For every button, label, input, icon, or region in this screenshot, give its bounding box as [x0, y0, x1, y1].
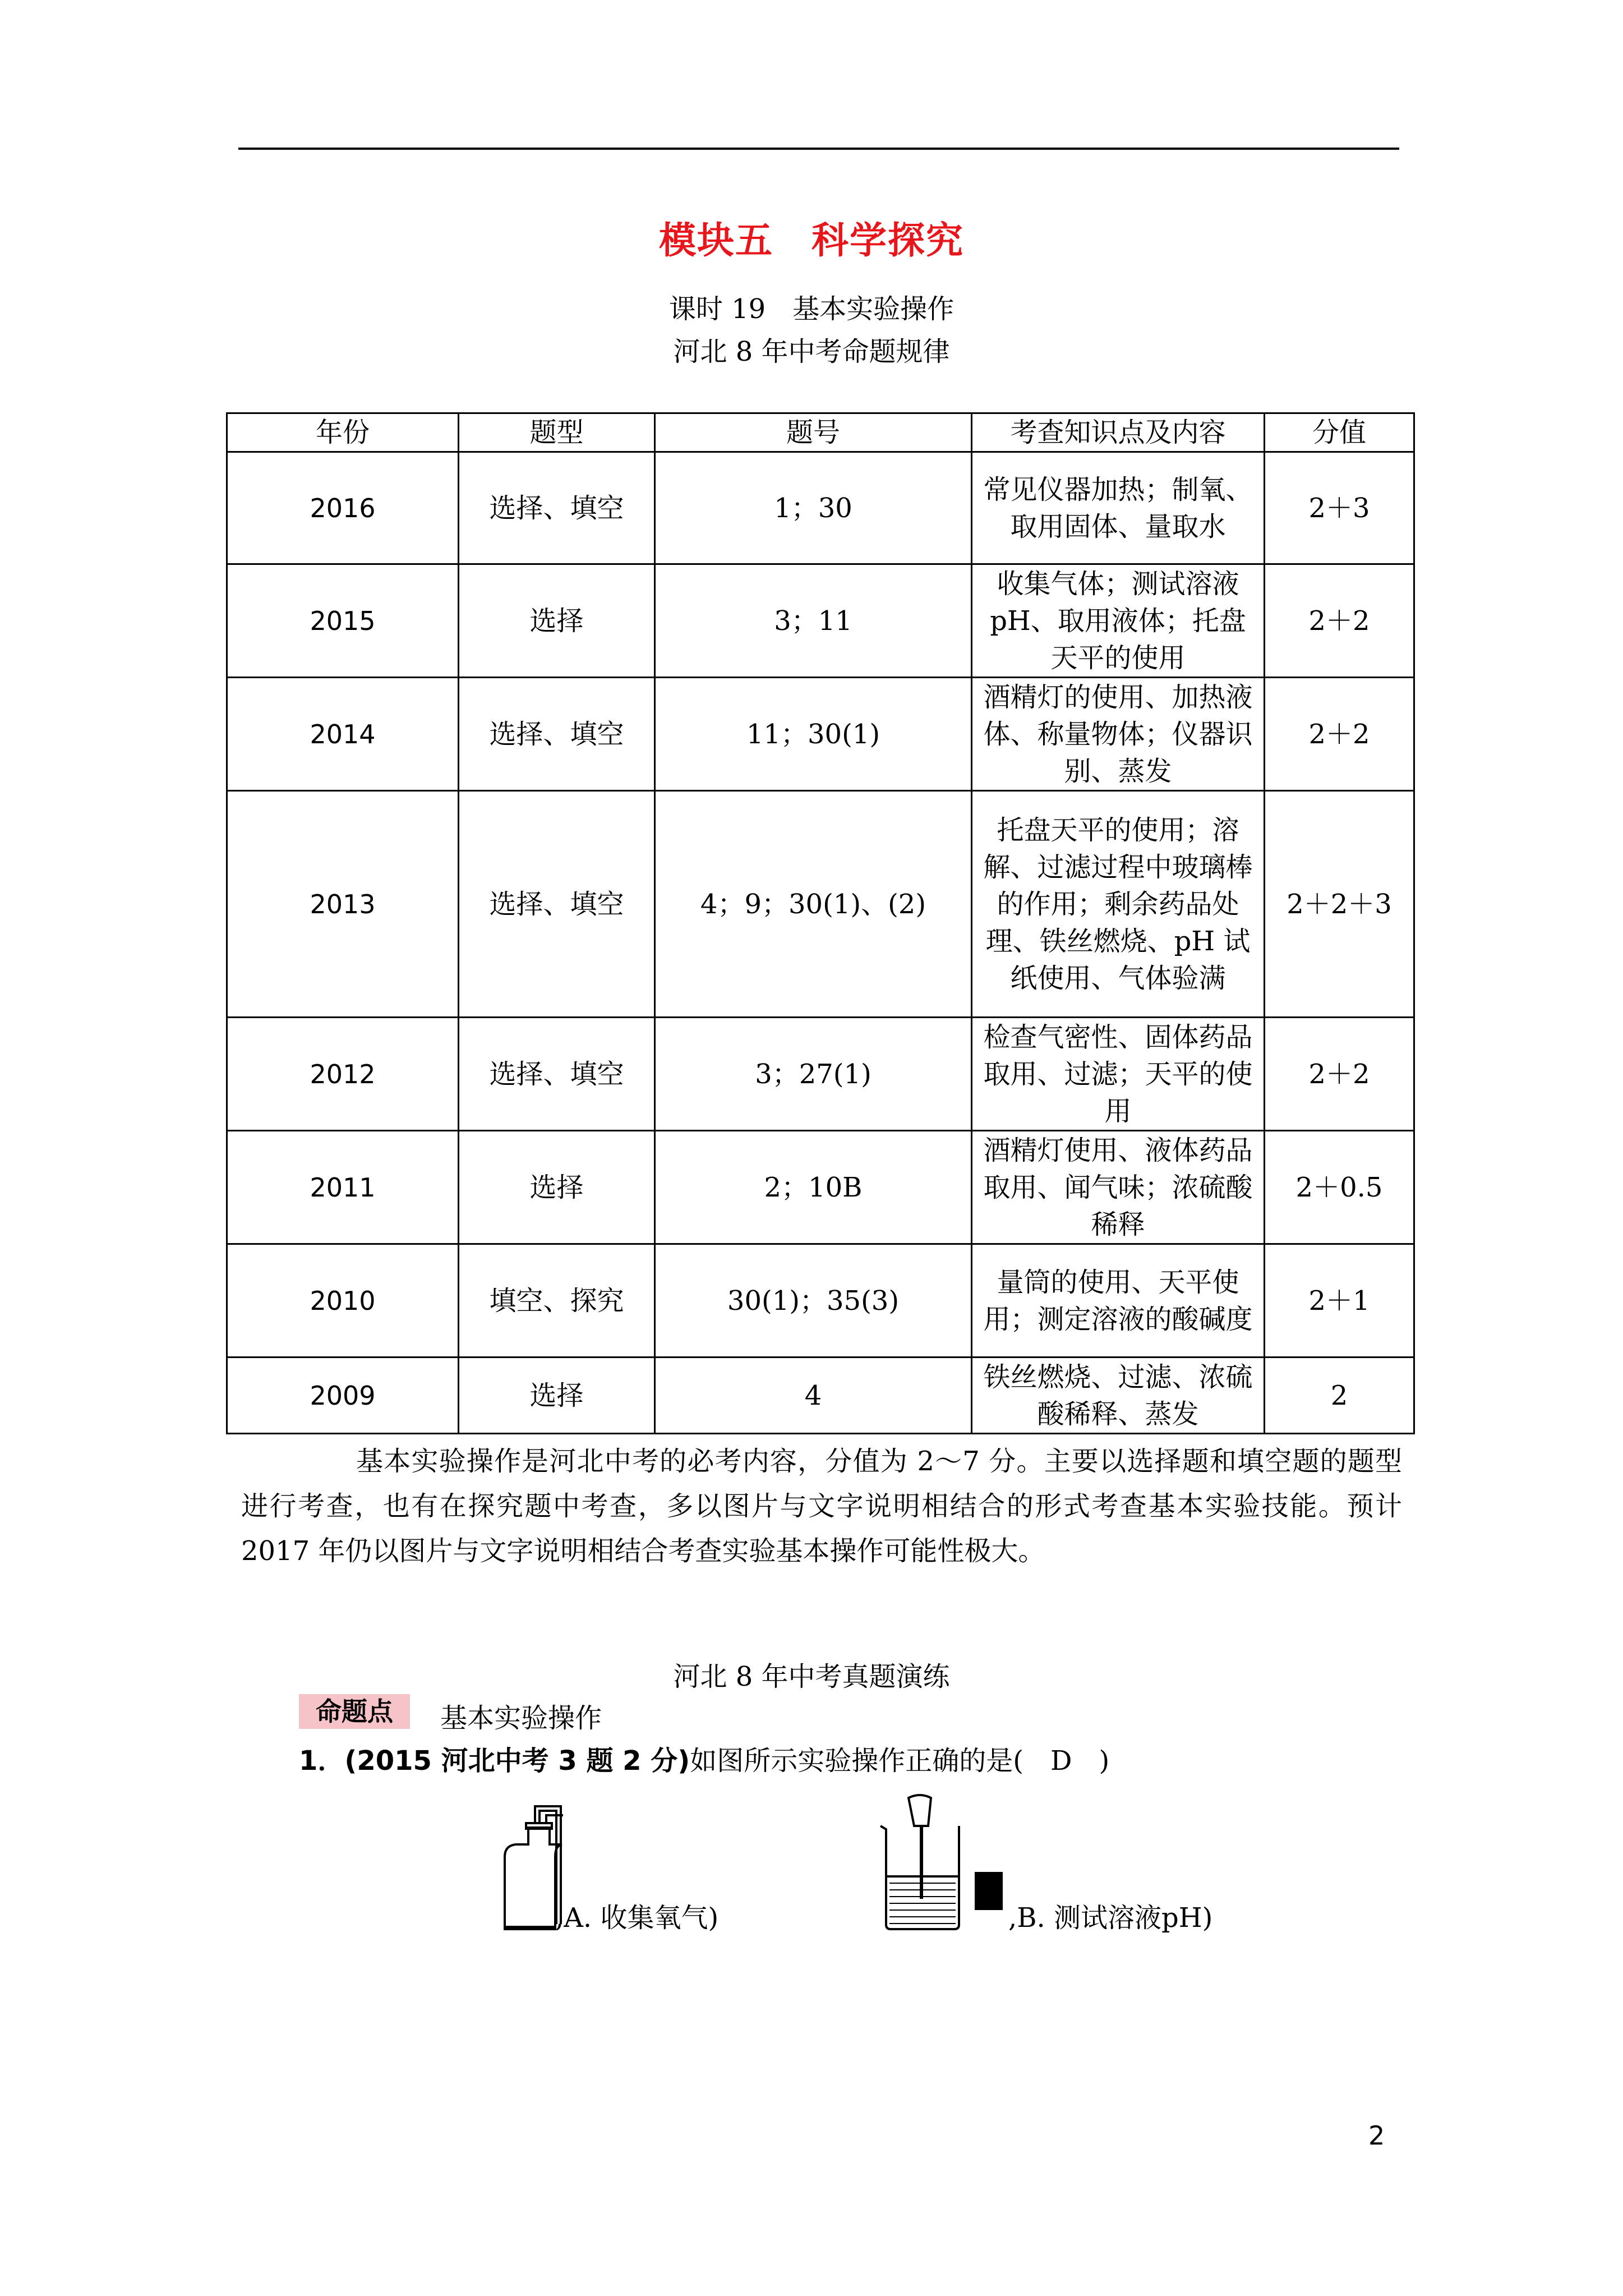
figure-a-caption: ,A. 收集氧气) — [555, 1902, 719, 1934]
cell-content: 量筒的使用、天平使用；测定溶液的酸碱度 — [972, 1244, 1265, 1358]
cell-year: 2016 — [227, 452, 459, 564]
cell-score: 2＋2 — [1265, 564, 1414, 678]
cell-type: 选择、填空 — [459, 1018, 655, 1131]
summary-paragraph: 基本实验操作是河北中考的必考内容，分值为 2～7 分。主要以选择题和填空题的题型进行考查，也有在探究题中考查，多以图片与文字说明相结合的形式考查基本实验技能。预计 2017 年仍以图片与文字说明相结合考查实验基本操作可能性极大。 — [241, 1446, 1402, 1567]
cell-content: 收集气体；测试溶液pH、取用液体；托盘天平的使用 — [972, 564, 1265, 678]
cell-type: 选择、填空 — [459, 791, 655, 1018]
cell-content: 常见仪器加热；制氧、取用固体、量取水 — [972, 452, 1265, 564]
cell-year: 2015 — [227, 564, 459, 678]
cell-score: 2＋2 — [1265, 678, 1414, 791]
cell-score: 2＋0.5 — [1265, 1131, 1414, 1244]
cell-year: 2013 — [227, 791, 459, 1018]
cell-score: 2＋2 — [1265, 1018, 1414, 1131]
cell-number: 3；11 — [655, 564, 972, 678]
cell-score: 2＋3 — [1265, 452, 1414, 564]
cell-number: 11；30(1) — [655, 678, 972, 791]
cell-score: 2＋1 — [1265, 1244, 1414, 1358]
table-row — [227, 452, 1414, 564]
cell-number: 3；27(1) — [655, 1018, 972, 1131]
table-row — [227, 791, 1414, 1018]
cell-type: 选择 — [459, 1358, 655, 1434]
table-row — [227, 1358, 1414, 1434]
question-source: (2015 河北中考 3 题 2 分) — [344, 1745, 690, 1777]
cell-year: 2014 — [227, 678, 459, 791]
cell-score: 2 — [1265, 1358, 1414, 1434]
col-header-number: 题号 — [655, 413, 972, 452]
topic-point-badge: 命题点 — [299, 1694, 410, 1729]
cell-number: 30(1)；35(3) — [655, 1244, 972, 1358]
cell-number: 4 — [655, 1358, 972, 1434]
cell-year: 2011 — [227, 1131, 459, 1244]
module-title: 模块五 科学探究 — [659, 219, 964, 262]
cell-number: 4；9；30(1)、(2) — [655, 791, 972, 1018]
exam-pattern-table — [226, 412, 1415, 1434]
col-header-content: 考查知识点及内容 — [972, 413, 1265, 452]
cell-year: 2012 — [227, 1018, 459, 1131]
table-row — [227, 1244, 1414, 1358]
cell-content: 酒精灯的使用、加热液体、称量物体；仪器识别、蒸发 — [972, 678, 1265, 791]
lesson-title: 课时 19 基本实验操作 — [668, 293, 955, 325]
cell-content: 检查气密性、固体药品取用、过滤；天平的使用 — [972, 1018, 1265, 1131]
question-number: 1． — [299, 1745, 345, 1777]
cell-type: 选择 — [459, 564, 655, 678]
cell-year: 2009 — [227, 1358, 459, 1434]
table-header-row — [227, 413, 1414, 452]
cell-content: 酒精灯使用、液体药品取用、闻气味；浓硫酸稀释 — [972, 1131, 1265, 1244]
topic-point-label: 基本实验操作 — [440, 1703, 602, 1734]
cell-type: 选择、填空 — [459, 452, 655, 564]
cell-type: 选择 — [459, 1131, 655, 1244]
col-header-year: 年份 — [227, 413, 459, 452]
cell-content: 铁丝燃烧、过滤、浓硫酸稀释、蒸发 — [972, 1358, 1265, 1434]
cell-type: 填空、探究 — [459, 1244, 655, 1358]
col-header-score: 分值 — [1265, 413, 1414, 452]
question-1 — [299, 1739, 1109, 1778]
question-text: 如图所示实验操作正确的是( D ) — [690, 1745, 1110, 1777]
table-row — [227, 678, 1414, 791]
table-row — [227, 1131, 1414, 1244]
practice-title: 河北 8 年中考真题演练 — [673, 1661, 950, 1692]
header-rule — [238, 148, 1399, 150]
table-title: 河北 8 年中考命题规律 — [673, 336, 950, 367]
cell-number: 2；10B — [655, 1131, 972, 1244]
cell-year: 2010 — [227, 1244, 459, 1358]
cell-score: 2＋2＋3 — [1265, 791, 1414, 1018]
page-number: 2 — [1368, 2120, 1385, 2151]
col-header-type: 题型 — [459, 413, 655, 452]
table-row — [227, 1018, 1414, 1131]
cell-number: 1；30 — [655, 452, 972, 564]
cell-type: 选择、填空 — [459, 678, 655, 791]
table-row — [227, 564, 1414, 678]
cell-content: 托盘天平的使用；溶解、过滤过程中玻璃棒的作用；剩余药品处理、铁丝燃烧、pH 试纸使用、气体验满 — [972, 791, 1265, 1018]
figure-b-caption: ,B. 测试溶液pH) — [1008, 1902, 1213, 1934]
